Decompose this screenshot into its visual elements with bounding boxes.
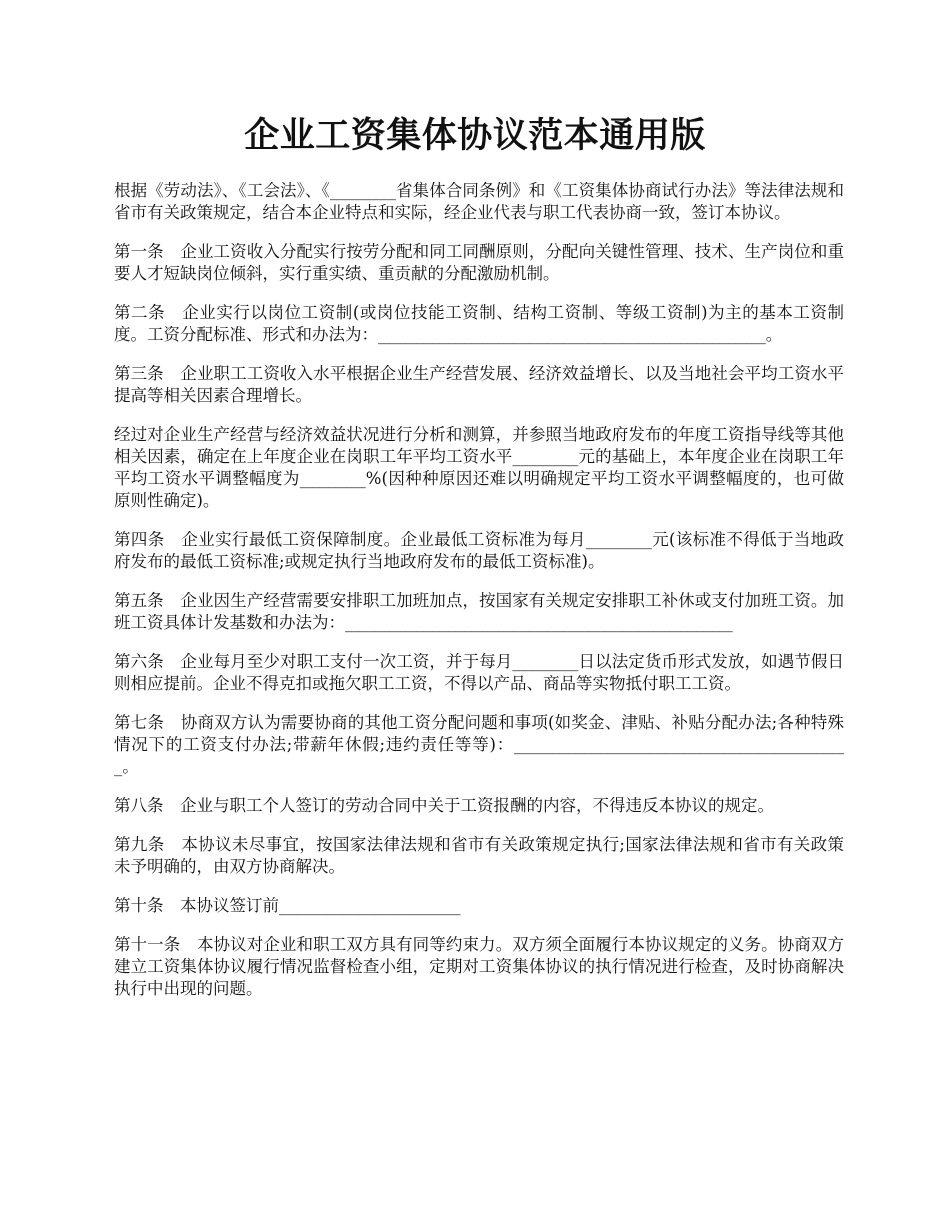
paragraph-article-4: 第四条 企业实行最低工资保障制度。企业最低工资标准为每月________元(该标准不得低于当地政府发布的最低工资标准;或规定执行当地政府发布的最低工资标准)。 <box>114 530 844 571</box>
paragraph-article-9: 第九条 本协议未尽事宜，按国家法律法规和省市有关政策规定执行;国家法律法规和省市有关政策未予明确的，由双方协商解决。 <box>114 835 844 876</box>
paragraph-article-3-detail: 经过对企业生产经营与经济效益状况进行分析和测算，并参照当地政府发布的年度工资指导线等其他相关因素，确定在上年度企业在岗职工年平均工资水平________元的基础上，本年度企业在岗职工年平均工资水平调整幅度为________%(因种种原因还难以明确规定平均工资水平调整幅度的，也可做原则性确定)。 <box>114 425 844 510</box>
paragraph-article-10: 第十条 本协议签订前______________________ <box>114 896 461 915</box>
paragraph-article-1: 第一条 企业工资收入分配实行按劳分配和同工同酬原则，分配向关键性管理、技术、生产岗位和重要人才短缺岗位倾斜，实行重实绩、重贡献的分配激励机制。 <box>114 242 844 283</box>
paragraph-article-6: 第六条 企业每月至少对职工支付一次工资，并于每月________日以法定货币形式发放，如遇节假日则相应提前。企业不得克扣或拖欠职工工资，不得以产品、商品等实物抵付职工工资。 <box>114 652 844 693</box>
paragraph-preamble: 根据《劳动法》、《工会法》、《________省集体合同条例》和《工资集体协商试行办法》等法律法规和省市有关政策规定，结合本企业特点和实际，经企业代表与职工代表协商一致，签订本协议。 <box>114 181 844 222</box>
document-title: 企业工资集体协议范本通用版 <box>244 115 706 156</box>
paragraph-article-7: 第七条 协商双方认为需要协商的其他工资分配问题和事项(如奖金、津贴、补贴分配办法;各种特殊情况下的工资支付办法;带薪年休假;违约责任等等)：_________________________________________。 <box>114 713 844 776</box>
paragraph-article-5: 第五条 企业因生产经营需要安排职工加班加点，按国家有关规定安排职工补休或支付加班工资。加班工资具体计发基数和办法为：_______________________________________________ <box>114 591 844 632</box>
paragraph-article-8: 第八条 企业与职工个人签订的劳动合同中关于工资报酬的内容，不得违反本协议的规定。 <box>114 796 774 815</box>
paragraph-article-2: 第二条 企业实行以岗位工资制(或岗位技能工资制、结构工资制、等级工资制)为主的基本工资制度。工资分配标准、形式和办法为：_______________________________________________。 <box>114 303 844 344</box>
document-body <box>114 180 844 1017</box>
paragraph-article-11: 第十一条 本协议对企业和职工双方具有同等约束力。双方须全面履行本协议规定的义务。协商双方建立工资集体协议履行情况监督检查小组，定期对工资集体协议的执行情况进行检查，及时协商解决执行中出现的问题。 <box>114 935 844 998</box>
paragraph-article-3: 第三条 企业职工工资收入水平根据企业生产经营发展、经济效益增长、以及当地社会平均工资水平提高等相关因素合理增长。 <box>114 364 844 405</box>
